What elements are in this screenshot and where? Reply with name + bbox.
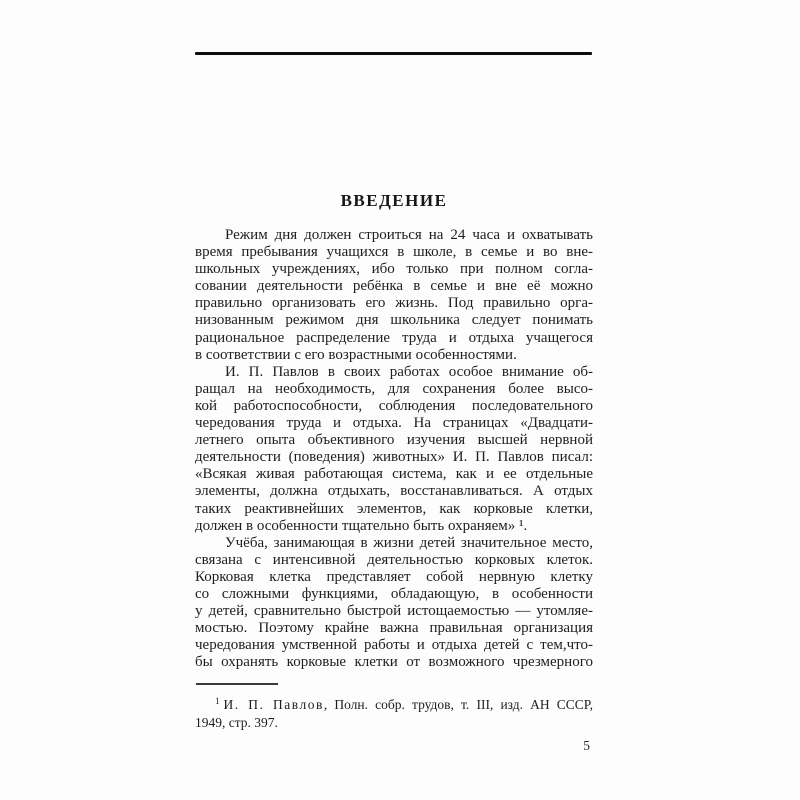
text-line: у детей, сравнительно быстрой истощаемостью — утомляе- — [195, 603, 593, 620]
text-line: кой работоспособности, соблюдения последовательного — [195, 397, 593, 414]
text-line: связана с интенсивной деятельностью корковых клеток. — [195, 551, 593, 568]
text-line: элементы, должна отдыхать, восстанавливаться. А отдых — [195, 483, 593, 500]
text-line: бы охранять корковые клетки от возможного чрезмерного — [195, 654, 593, 671]
text-line: в соответствии с его возрастными особенностями. — [195, 346, 517, 363]
text-line: таких реактивнейших элементов, как корковые клетки, — [195, 500, 593, 517]
text-line: Режим дня должен строиться на 24 часа и охватывать — [225, 227, 593, 243]
text-line: со сложными функциями, обладающую, в особенности — [195, 585, 593, 602]
text-line: чередования умственной работы и отдыха детей с тем,что- — [195, 637, 593, 654]
text-line: совании деятельности ребёнка в семье и вне её можно — [195, 278, 593, 295]
book-page — [195, 0, 593, 800]
footnote-separator — [196, 683, 278, 685]
text-line: низованным режимом дня школьника следует понимать — [195, 312, 593, 329]
text-line: время пребывания учащихся в школе, в семье и во вне- — [195, 244, 593, 261]
footnote — [195, 696, 593, 731]
text-line: летнего опыта объективного изучения высшей нервной — [195, 432, 593, 449]
text-line: «Всякая живая работающая система, как и ее отдельные — [195, 466, 593, 483]
text-line: рациональное распределение труда и отдыха учащегося — [195, 329, 593, 346]
text-line: Учёба, занимающая в жизни детей значительное место, — [225, 534, 593, 551]
paragraph — [195, 227, 593, 364]
text-line: должен в особенности тщательно быть охраняем» ¹. — [195, 517, 528, 534]
footnote-author: И. П. Павлов — [223, 697, 324, 712]
text-line: правильно организовать его жизнь. Под правильно орга- — [195, 295, 593, 312]
text-line: деятельности (поведения) животных» И. П. Павлов писал: — [195, 449, 593, 466]
text-line: Корковая клетка представляет собой нервную клетку — [195, 568, 593, 585]
header-rule — [195, 52, 592, 55]
footnote-reference: , Полн. собр. трудов, т. III, изд. АН СССР, — [323, 697, 593, 712]
chapter-title: ВВЕДЕНИЕ — [340, 191, 448, 210]
text-line: мостью. Поэтому крайне важна правильная организация — [195, 620, 593, 637]
page-number: 5 — [583, 738, 590, 753]
text-line: чередования труда и отдыха. На страницах «Двадцати- — [195, 415, 593, 432]
footnote-marker: 1 — [215, 695, 220, 706]
footnote-line: 1949, стр. 397. — [195, 714, 278, 730]
paragraph — [195, 364, 593, 535]
body-text — [195, 227, 593, 671]
text-line: И. П. Павлов в своих работах особое внимание об- — [225, 363, 593, 380]
footnote-line — [195, 696, 593, 714]
text-line: школьных учреждениях, ибо только при полном согла- — [195, 261, 593, 278]
paragraph — [195, 535, 593, 672]
text-line: ращал на необходимость, для сохранения более высо- — [195, 380, 593, 397]
